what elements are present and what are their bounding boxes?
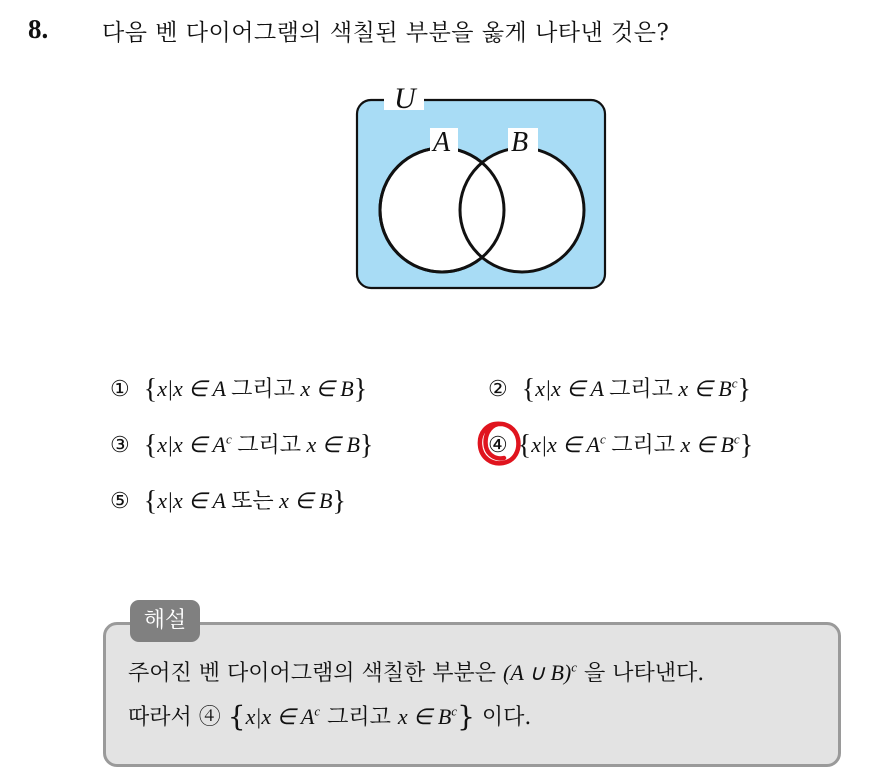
solution-line1-expr: (A ∪ B) — [503, 660, 572, 685]
choice-marker: ⑤ — [110, 489, 130, 514]
universe-label: U — [394, 82, 416, 115]
solution-line1-suffix: 을 나타낸다. — [584, 661, 705, 686]
choice-marker: ② — [488, 377, 508, 402]
choice-marker: ① — [110, 377, 130, 402]
solution-line1-sup: c — [571, 659, 578, 675]
solution-line2-and: 그리고 — [327, 705, 391, 730]
choice-5[interactable] — [110, 484, 346, 518]
solution-line2-prefix: 따라서 ④ — [128, 705, 221, 730]
set-a-label: A — [433, 127, 451, 158]
choice-text: {x|x ∈ $A^c$ 그리고 x ∈ B} — [143, 430, 374, 461]
venn-diagram — [350, 80, 620, 295]
choice-text: {x|x ∈ A 그리고 x ∈ B} — [143, 374, 368, 405]
solution-line1-prefix: 주어진 벤 다이어그램의 색칠한 부분은 — [128, 661, 497, 686]
choice-4[interactable] — [488, 428, 753, 462]
choice-1[interactable] — [110, 372, 367, 406]
solution-line2-suffix: 이다. — [481, 705, 532, 730]
choice-3[interactable] — [110, 428, 373, 462]
solution-box — [103, 622, 841, 767]
choice-marker: ④ — [488, 433, 508, 458]
selected-answer-mark — [476, 418, 522, 468]
choice-text: {x|x ∈ $A^c$ 그리고 x ∈ $B^c$} — [517, 430, 754, 461]
choice-text: {x|x ∈ A 그리고 x ∈ $B^c$} — [521, 374, 751, 405]
choice-marker: ③ — [110, 433, 130, 458]
solution-line-1 — [128, 656, 704, 687]
solution-line-2: 따라서 ④ {x|x ∈ $A^c$ 그리고 x ∈ $B^c$} 이다. — [128, 700, 532, 733]
set-b-label: B — [511, 127, 529, 158]
choice-2[interactable] — [488, 372, 751, 406]
question-text: 다음 벤 다이어그램의 색칠된 부분을 옳게 나타낸 것은? — [102, 20, 670, 46]
solution-line2-expr2: x ∈ B — [397, 704, 452, 729]
solution-tag: 해설 — [130, 600, 200, 642]
question-number: 8. — [28, 14, 49, 44]
choice-text: {x|x ∈ A 또는 x ∈ B} — [143, 486, 346, 517]
solution-line2-expr: x|x ∈ A — [245, 704, 315, 729]
